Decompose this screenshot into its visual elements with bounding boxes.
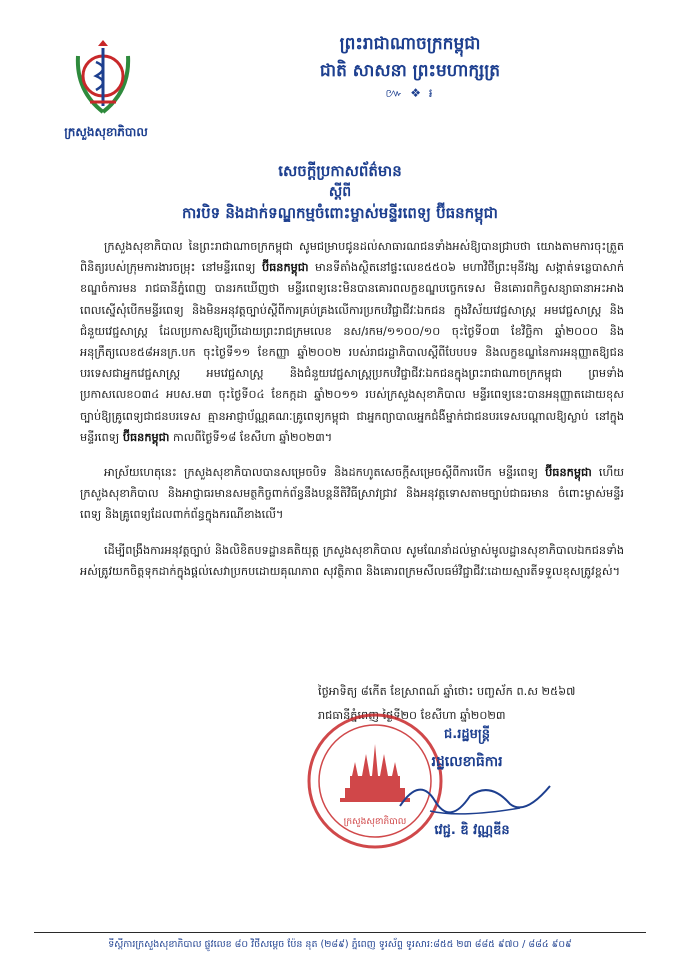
solar-date: រាជធានីភ្នំពេញ ថ្ងៃទី២០ ខែសីហា ឆ្នាំ២០២៣ <box>318 709 506 722</box>
p1-text-a: ក្រសួងសុខាភិបាល នៃព្រះរាជាណាចក្រកម្ពុជា សូមជម្រាបជូនដល់សាធារណជនទាំងអស់ឱ្យបានជ្រាបថា យោងតាមការចុះត្រួតពិនិត្យរបស់ក្រុមការងារចម្រុះ នៅមន្ទីរពេទ្យ <box>80 240 624 275</box>
ministry-name: ក្រសួងសុខាភិបាល <box>64 125 148 139</box>
title-line1: សេចក្តីប្រកាសព័ត៌មាន <box>278 162 402 180</box>
paragraph-1 <box>80 236 624 448</box>
hospital-name: ប៊ីធនកម្ពុជា <box>545 466 592 480</box>
kingdom-header <box>260 30 560 102</box>
kingdom-line1: ព្រះរាជាណាចក្រកម្ពុជា <box>339 34 481 54</box>
hospital-name: ប៊ីធនកម្ពុជា <box>261 261 309 275</box>
signature-title1: ជ.រដ្ឋមន្ត្រី <box>444 727 490 742</box>
p1-text-c: មានទីតាំងស្ថិតនៅផ្ទះលេខ៥៥០៦ មហាវិថីព្រះមុនីវង្ស សង្កាត់ទន្លេបាសាក់ ខណ្ឌចំការមន រាជធានីភ្នំពេញ បានរកឃើញថា មន្ទីរពេទ្យនេះមិនបានគោរពលក្ខខណ្ឌបច្ចេកទេស មិនគោរពកិច្ចសន្យាធានាអះអាងពេលស្នើសុំបើកមន្ទីរពេទ្យ និងមិនអនុវត្តច្បាប់ស្តីពីការគ្រប់គ្រងលើការប្រកបវិជ្ជាជីវៈឯកជន ក្នុងវិស័យវេជ្ជសាស្ត្រ អមវេជ្ជសាស្ត្រ និងជំនួយវេជ្ជសាស្ត្រ ដែលប្រកាសឱ្យប្រើដោយព្រះរាជក្រមលេខ នស/រកម/១១០០/១០ ចុះថ្ងៃទី០៣ ខែវិច្ឆិកា ឆ្នាំ២០០០ និងអនុក្រឹត្យលេខ៥៨អនក្រ.បក ចុះថ្ងៃទី១១ ខែកញ្ញា ឆ្នាំ២០០២ របស់រាជរដ្ឋាភិបាលស្តីពីបែបបទ និងលក្ខខណ្ឌនៃការអនុញ្ញាតឱ្យជនបរទេសជាអ្នកវេជ្ជសាស្ត្រ អមវេជ្ជសាស្ត្រ និងជំនួយវេជ្ជសាស្ត្រប្រកបវិជ្ជាជីវៈឯកជនក្នុងព្រះរាជាណាចក្រកម្ពុជា ព្រមទាំងប្រកាសលេខ០៣៤ អបស.ម៣ ចុះថ្ងៃទី០៤ ខែកក្កដា ឆ្នាំ២០១១ របស់ក្រសួងសុខាភិបាល មន្ទីរពេទ្យនេះបានអនុញ្ញាតដោយខុសច្បាប់ឱ្យគ្រូពេទ្យជាជនបរទេស គ្មានអាជ្ញាប័ណ្ណគណៈគ្រូពេទ្យកម្ពុជា ជាអ្នកព្យាបាលអ្នកជំងឺម្នាក់ជាជនបរទេសបណ្តាលឱ្យស្លាប់ នៅក្នុងមន្ទីរពេទ្យ <box>80 261 625 444</box>
header-ornament: ៚ ❖ ៛ <box>385 86 435 100</box>
paragraph-3: ដើម្បីពង្រឹងការអនុវត្តច្បាប់ និងលិខិតបទដ្ឋានគតិយុត្ត ក្រសួងសុខាភិបាល សូមណែនាំដល់ម្ចាស់មូលដ្ឋានសុខាភិបាលឯកជនទាំងអស់ត្រូវយកចិត្តទុកដាក់ក្នុងផ្តល់សេវាប្រកបដោយគុណភាព សុវត្ថិភាព និងគោរពក្រមសីលធម៌វិជ្ជាជីវៈដោយស្មារតីទទួលខុសត្រូវខ្ពស់។ <box>80 543 624 578</box>
p2-text-c: ហើយក្រសួងសុខាភិបាល និងអាជ្ញាធរមានសមត្ថកិច្ចពាក់ព័ន្ធនឹងបន្តនីតិវិធីស្រាវជ្រាវ និងអនុវត្តទោសតាមច្បាប់ជាធរមាន ចំពោះម្ចាស់មន្ទីរពេទ្យ និងគ្រូពេទ្យដែលពាក់ព័ន្ធក្នុងករណីខាងលើ។ <box>80 466 625 522</box>
document-body <box>80 236 624 596</box>
document-title <box>40 160 640 224</box>
signature-title2: រដ្ឋលេខាធិការ <box>431 754 503 770</box>
footer-divider <box>34 932 646 933</box>
ministry-emblem-icon <box>68 36 138 120</box>
paragraph-2 <box>80 462 624 526</box>
title-line2: ស្តីពី <box>328 184 352 200</box>
p2-text-a: អាស្រ័យហេតុនេះ ក្រសួងសុខាភិបាលបានសម្រេចបិទ និងដកហូតសេចក្តីសម្រេចស្តីពីការបើក មន្ទីរពេទ្យ <box>104 466 538 480</box>
lunar-date: ថ្ងៃអាទិត្យ ៨កើត ខែស្រាពណ៍ ឆ្នាំថោះ បញ្ចស័ក ព.ស ២៥៦៧ <box>318 685 576 698</box>
title-line3: ការបិទ និងដាក់ទណ្ឌកម្មចំពោះម្ចាស់មន្ទីរពេទ្យ ប៊ីធនកម្ពុជា <box>182 204 498 222</box>
handwritten-signature-icon <box>390 766 570 826</box>
footer-address: ទីស្តីការក្រសួងសុខាភិបាល ផ្លូវលេខ ៨០ វិថីសម្តេច ប៉ែន នុត (២៨៩) ភ្នំពេញ ទូរស័ព្ទ ទូរសារ:៨៥៥ ២៣ ៨៨៥ ៩៧០ / ៨៨៤ ៩០៩ <box>108 939 572 950</box>
p1-text-e: កាលពីថ្ងៃទី១៨ ខែសីហា ឆ្នាំ២០២៣។ <box>173 430 333 444</box>
seal-text: ក្រសួងសុខាភិបាល <box>343 817 407 827</box>
kingdom-line2: ជាតិ សាសនា ព្រះមហាក្សត្រ <box>319 61 501 81</box>
hospital-name: ប៊ីធនកម្ពុជា <box>122 430 170 444</box>
signer-name: វេជ្ជ. ឌិ វណ្ណឌីន <box>434 823 510 838</box>
